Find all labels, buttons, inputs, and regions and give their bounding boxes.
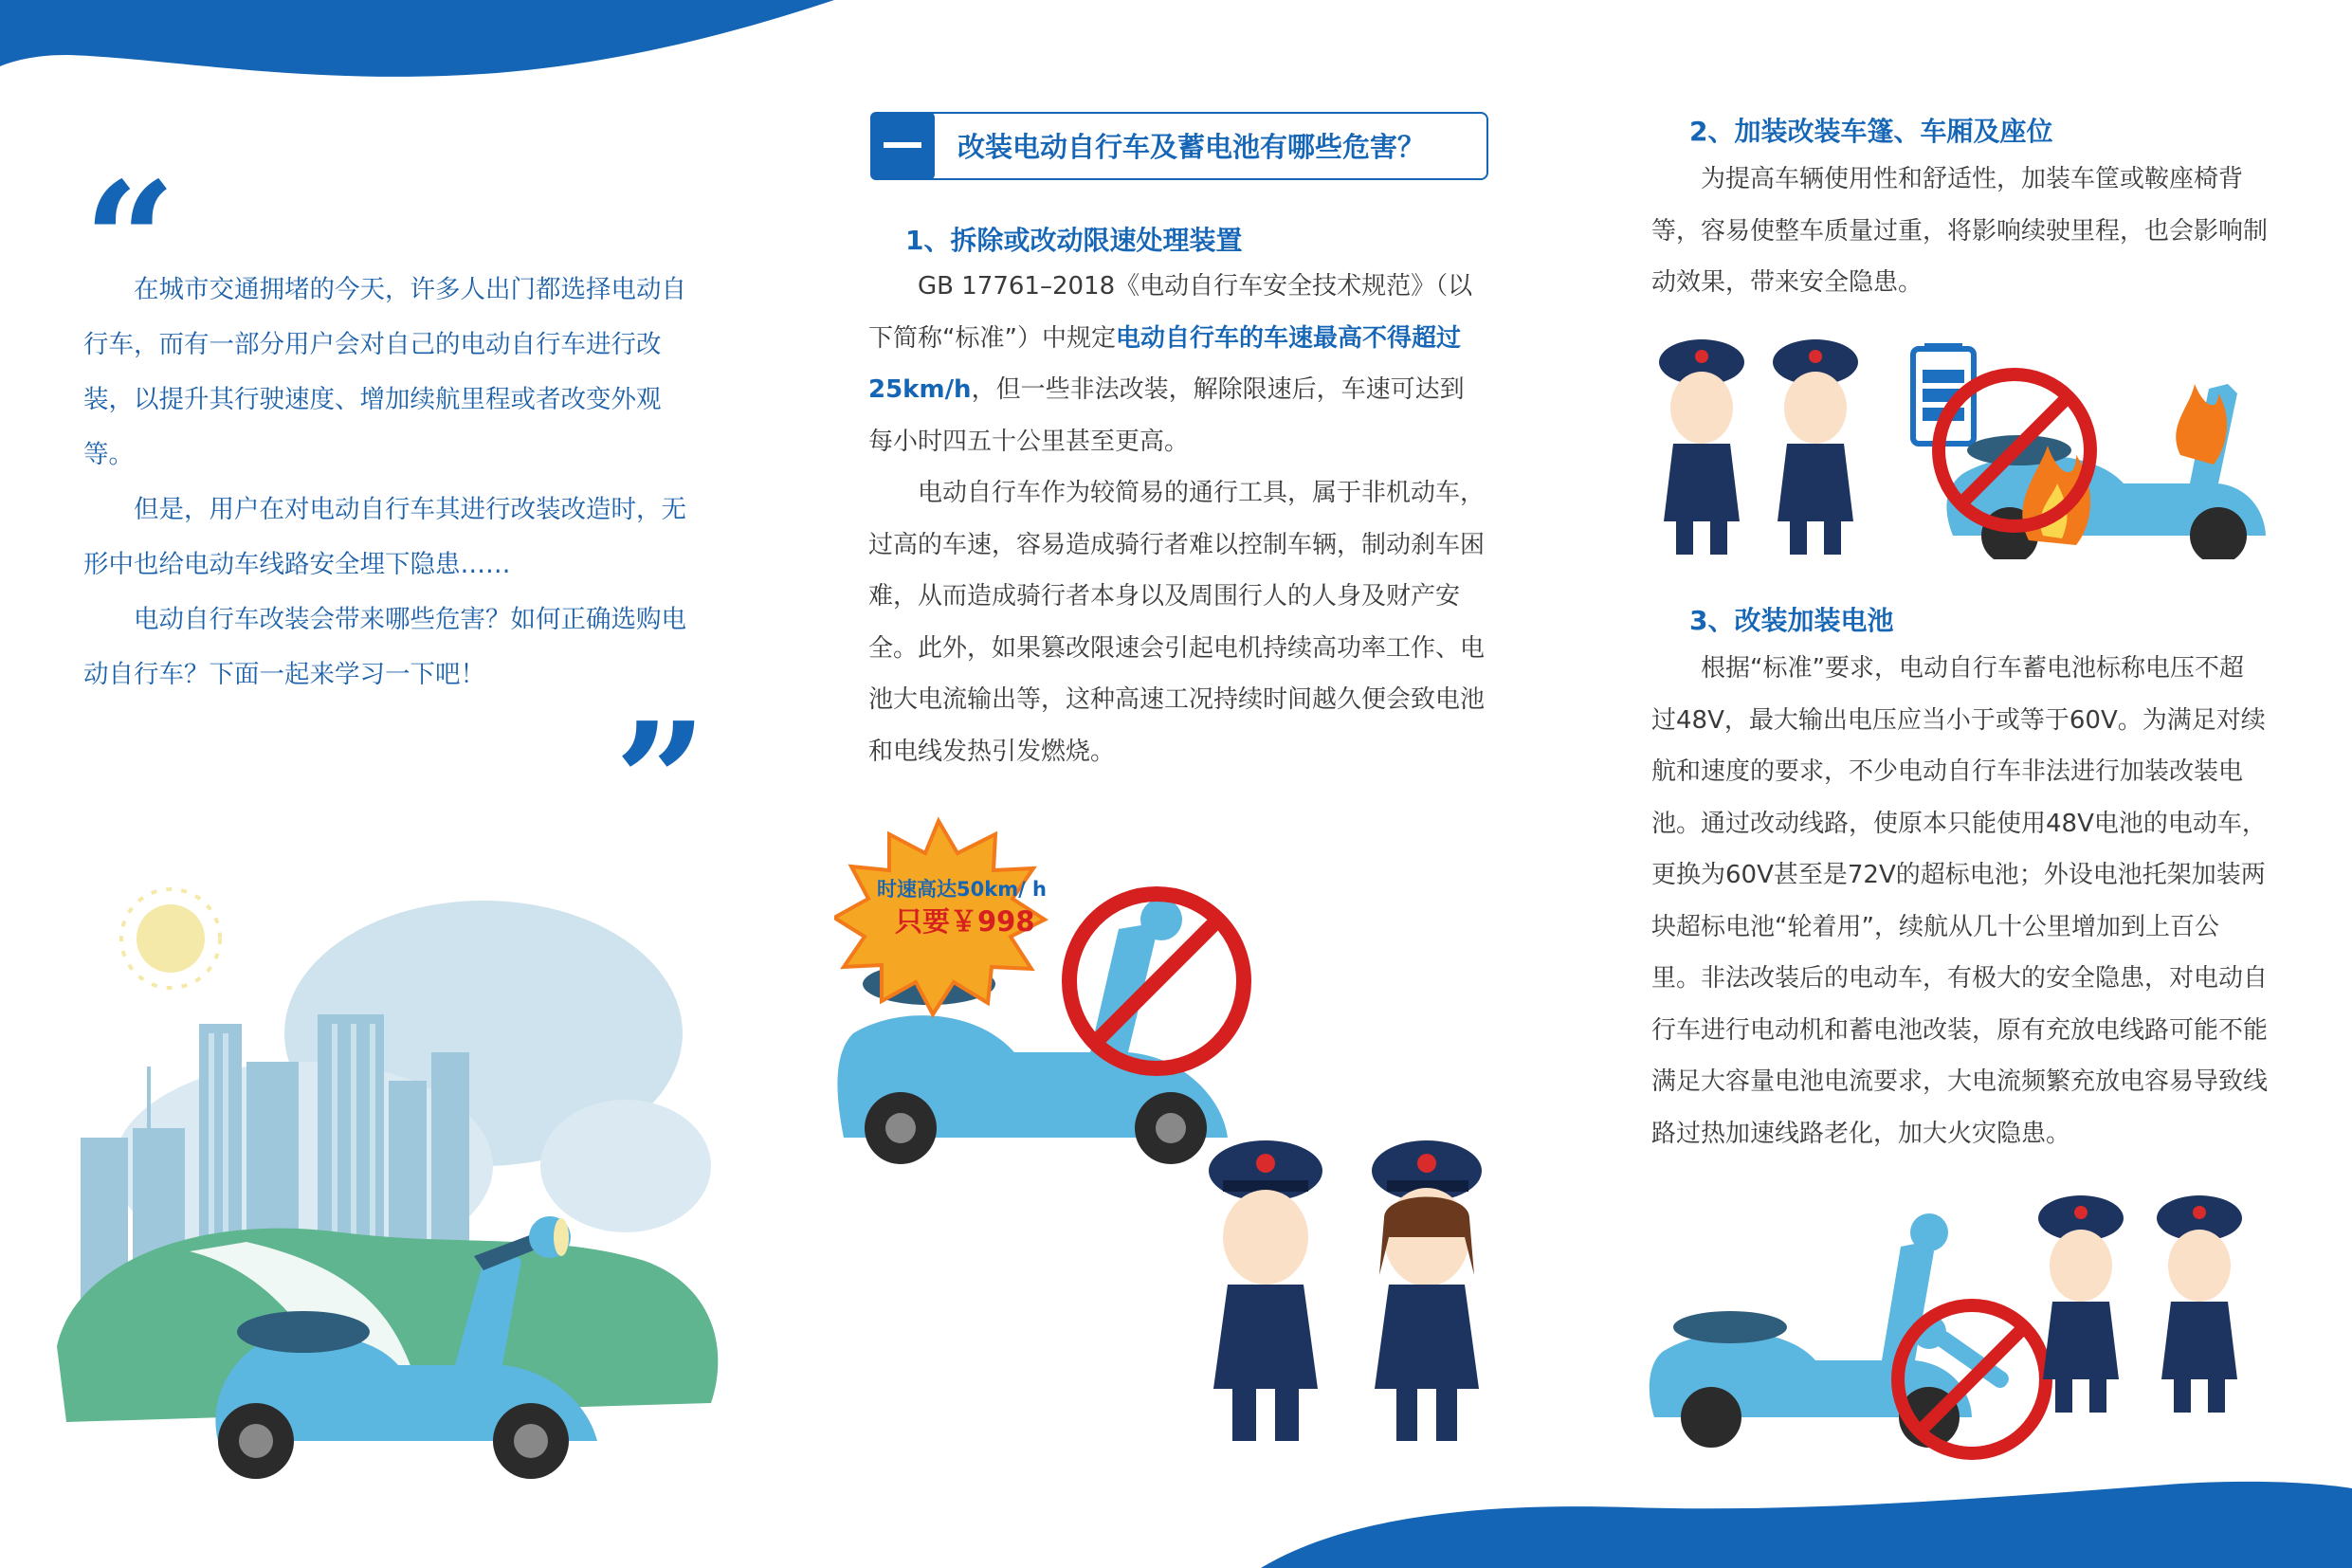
item1-paragraph-2: 电动自行车作为较简易的通行工具，属于非机动车，过高的车速，容易造成骑行者难以控制车辆，制动刹车困难，从而造成骑行者本身以及周围行人的人身及财产安全。此外，如果篡改限速会引起电机持续高功率工作、电池大电流输出等，这种高速工况持续时间越久便会致电池和电线发热引发燃烧。 — [868, 479, 1486, 766]
price-burst-price: 只要￥998 — [895, 905, 1035, 938]
battery-fire-illustration — [1650, 332, 2266, 559]
wrench-scooter-illustration — [1645, 1190, 2270, 1474]
subheading-3: 3、改装加装电池 — [1689, 605, 1894, 636]
price-burst-speed: 时速高达50km/ h — [877, 878, 1048, 901]
section-number-badge — [870, 112, 935, 180]
item1-body — [868, 261, 1485, 777]
speed-limit-highlight: 电动自行车的车速最高不得超过25km/h — [868, 323, 1461, 404]
item3-paragraph-1: 根据“标准”要求，电动自行车蓄电池标称电压不超过48V，最大输出电压应当小于或等于60V。为满足对续航和速度的要求，不少电动自行车非法进行加装改装电池。通过改动线路，使原本只能使用48V电池的电动车，更换为60V甚至是72V的超标电池；外设电池托架加装两块超标电池“轮着用”，续航从几十公里增加到上百公里。非法改装后的电动车，有极大的安全隐患，对电动自行车进行电动机和蓄电池改装，原有充放电线路可能不能满足大容量电池电流要求，大电流频繁充放电容易导致线路过热加速线路老化，加大火灾隐患。 — [1651, 654, 2269, 1148]
sun-icon — [121, 889, 220, 988]
officer-female — [2157, 1195, 2242, 1413]
modified-scooter-illustration — [834, 815, 1270, 1166]
intro-paragraph-1: 在城市交通拥堵的今天，许多人出门都选择电动自行车，而有一部分用户会对自己的电动自行车进行改装，以提升其行驶速度、增加续航里程或者改变外观等。 — [83, 275, 686, 469]
item2-body — [1651, 154, 2268, 309]
section-title: 改装电动自行车及蓄电池有哪些危害？ — [957, 131, 1426, 163]
item1-paragraph-1 — [868, 261, 1485, 467]
open-quote-icon: “ — [83, 147, 176, 337]
subheading-2: 2、加装改装车篷、车厢及座位 — [1689, 116, 2053, 147]
intro-text — [83, 263, 709, 702]
intro-paragraph-2: 但是，用户在对电动自行车其进行改装改造时，无形中也给电动车线路安全埋下隐患…… — [83, 495, 686, 579]
item1-p1-post: ，但一些非法改装，解除限速后，车速可达到每小时四五十公里甚至更高。 — [868, 375, 1465, 456]
officer-male — [1209, 1140, 1322, 1441]
item3-body — [1651, 643, 2268, 1159]
subheading-1: 1、拆除或改动限速处理装置 — [905, 225, 1243, 256]
officer-female — [1372, 1140, 1482, 1441]
item2-paragraph-1: 为提高车辆使用性和舒适性，加装车筐或鞍座椅背等，容易使整车质量过重，将影响续驶里程，也会影响制动效果，带来安全隐患。 — [1651, 165, 2269, 297]
officer-female — [1773, 339, 1858, 555]
officers-illustration — [1190, 1133, 1531, 1446]
officer-male — [1659, 339, 1744, 555]
item1-p1-pre: GB 17761–2018《电动自行车安全技术规范》（以下简称“标准”）中规定 — [868, 272, 1473, 353]
city-scooter-illustration — [57, 853, 739, 1507]
intro-paragraph-3: 电动自行车改装会带来哪些危害？如何正确选购电动自行车？下面一起来学习一下吧！ — [83, 605, 686, 689]
dash-icon — [884, 142, 921, 148]
close-quote-icon: ” — [614, 687, 707, 877]
